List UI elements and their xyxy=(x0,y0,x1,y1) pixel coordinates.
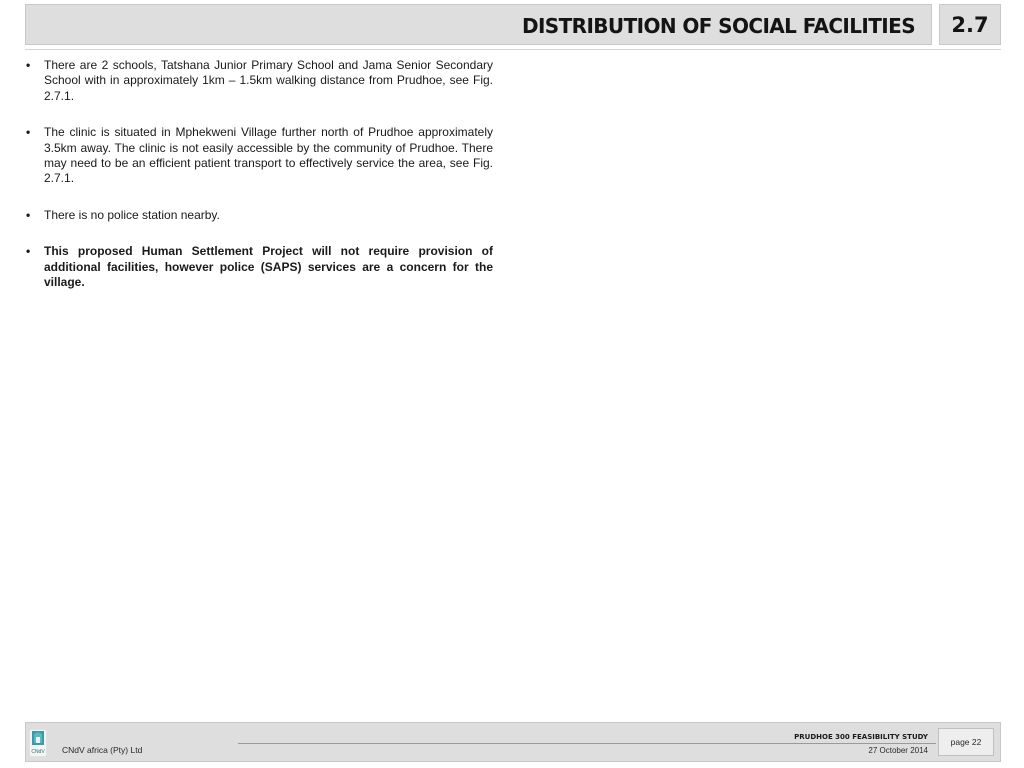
bullet-item-conclusion xyxy=(24,244,493,290)
page-title: DISTRIBUTION OF SOCIAL FACILITIES xyxy=(521,14,915,38)
header-divider xyxy=(25,49,1001,50)
document-date: 27 October 2014 xyxy=(868,746,928,755)
bullet-icon: • xyxy=(26,125,31,140)
bullet-item-clinic xyxy=(24,125,493,187)
bullet-text: The clinic is situated in Mphekweni Village further north of Prudhoe approximately 3.5km away. The clinic is not easily accessible by the community of Prudhoe. There may need to be an efficient patient transport to effectively service the area, see Fig. 2.7.1. xyxy=(44,125,493,186)
section-number-box xyxy=(939,4,1001,45)
section-number: 2.7 xyxy=(951,13,989,37)
company-logo-icon xyxy=(29,729,47,757)
footer-bar xyxy=(25,722,1001,762)
company-name: CNdV africa (Pty) Ltd xyxy=(62,745,143,755)
bullet-item-schools xyxy=(24,58,493,104)
study-title: PRUDHOE 300 FEASIBILITY STUDY xyxy=(794,733,928,741)
bullet-icon: • xyxy=(26,58,31,72)
bullet-text: There are 2 schools, Tatshana Junior Primary School and Jama Senior Secondary School with in approximately 1km – 1.5km walking distance from Prudhoe, see Fig. 2.7.1. xyxy=(44,58,493,103)
bullet-text: This proposed Human Settlement Project will not require provision of additional facilities, however police (SAPS) services are a concern for the village. xyxy=(44,244,493,290)
footer-divider xyxy=(238,743,936,744)
header-bar xyxy=(25,4,932,45)
bullet-item-police xyxy=(24,208,493,223)
bullet-list xyxy=(24,58,493,311)
page-number: page 22 xyxy=(950,737,982,747)
bullet-icon: • xyxy=(26,207,31,222)
page-number-box xyxy=(938,728,994,756)
bullet-icon: • xyxy=(26,244,31,259)
bullet-text: There is no police station nearby. xyxy=(44,207,220,222)
logo-text: CNdV xyxy=(31,749,45,755)
